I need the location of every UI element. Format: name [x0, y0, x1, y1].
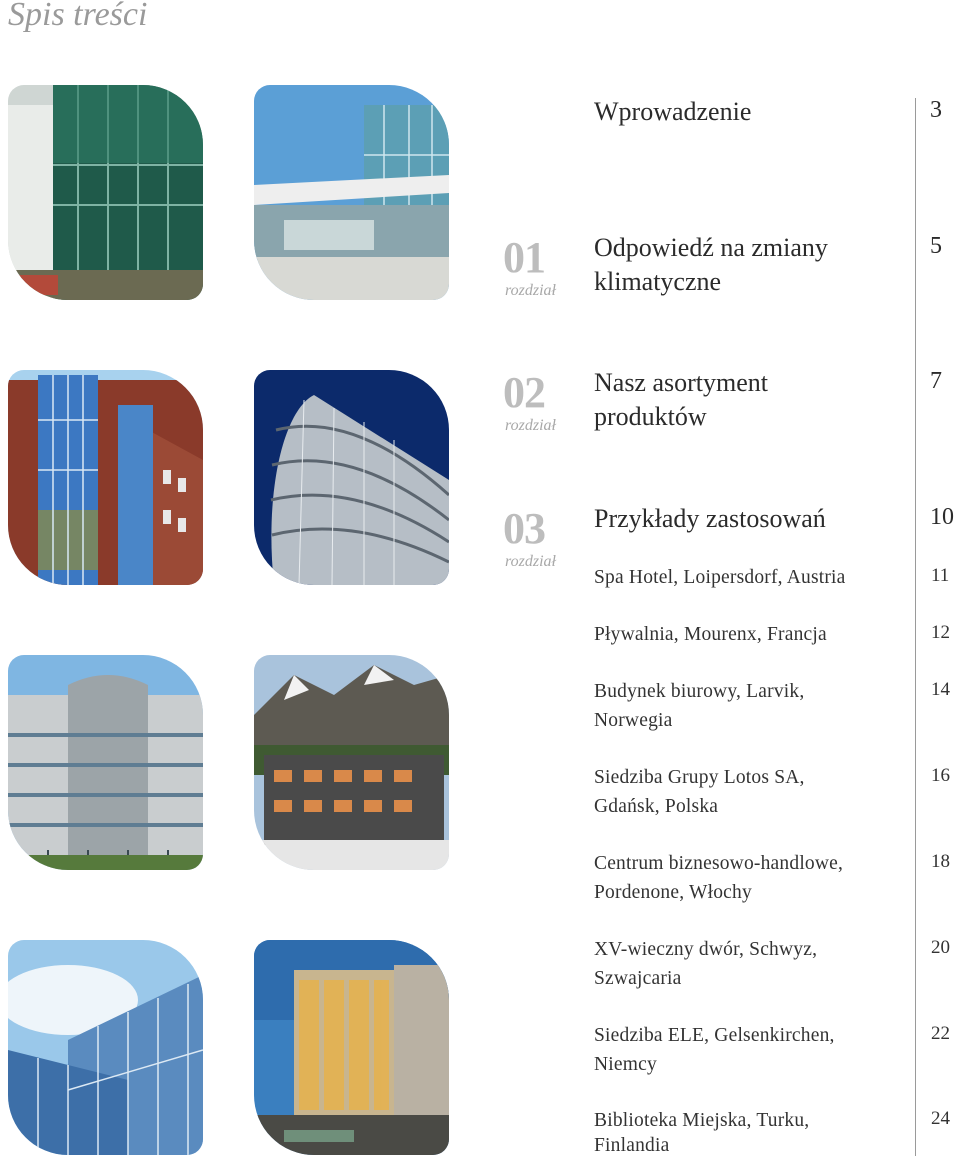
toc-subitem-line1[interactable]: Centrum biznesowo-handlowe,	[594, 853, 844, 874]
toc-subitem-line1[interactable]: Spa Hotel, Loipersdorf, Austria	[594, 567, 846, 588]
toc-chapter-title-line1[interactable]: Przykłady zastosowań	[594, 504, 826, 533]
toc-subitem-page: 22	[931, 1023, 950, 1044]
toc-subitem-line1[interactable]: XV-wieczny dwór, Schwyz,	[594, 939, 818, 960]
toc-intro-title[interactable]: Wprowadzenie	[594, 97, 752, 126]
toc-subitem-page: 11	[931, 565, 950, 586]
toc-subitem-line1[interactable]: Pływalnia, Mourenx, Francja	[594, 624, 827, 645]
photo-mountain-building	[254, 655, 449, 870]
toc-subitem-line2[interactable]: Norwegia	[594, 710, 673, 731]
toc-subitem-page: 12	[931, 622, 950, 643]
toc-subitem-line1[interactable]: Budynek biurowy, Larvik,	[594, 681, 805, 702]
photo-brick-office-glass	[8, 370, 203, 585]
toc-subitem-line2[interactable]: Szwajcaria	[594, 968, 682, 989]
toc-subitem-line2[interactable]: Niemcy	[594, 1054, 657, 1075]
toc-chapter-title-line1[interactable]: Odpowiedź na zmiany	[594, 233, 828, 262]
chapter-label: rozdział	[505, 282, 556, 299]
photo-green-glass-facade	[8, 85, 203, 300]
toc-subitem-line1[interactable]: Biblioteka Miejska, Turku,	[594, 1110, 810, 1131]
page-title: Spis treści	[8, 0, 148, 33]
chapter-label: rozdział	[505, 417, 556, 434]
toc-subitem-page: 18	[931, 851, 950, 872]
toc-subitem-line2[interactable]: Finlandia	[594, 1135, 670, 1156]
toc-subitem-line1[interactable]: Siedziba ELE, Gelsenkirchen,	[594, 1025, 835, 1046]
chapter-number: 02	[503, 368, 545, 417]
toc-subitem-page: 24	[931, 1108, 950, 1129]
photo-library-glass-front	[254, 940, 449, 1155]
toc-subitem-page: 20	[931, 937, 950, 958]
chapter-number: 01	[503, 233, 545, 282]
toc-subitem-line1[interactable]: Siedziba Grupy Lotos SA,	[594, 767, 805, 788]
toc-intro-page: 3	[930, 97, 942, 123]
chapter-label: rozdział	[505, 553, 556, 570]
toc-subitem-page: 14	[931, 679, 950, 700]
toc-chapter-title-line1[interactable]: Nasz asortyment	[594, 368, 769, 397]
photo-curved-facade-night	[254, 370, 449, 585]
toc-chapter-page: 5	[930, 233, 942, 259]
toc-divider-line	[915, 98, 916, 1156]
toc-subitem-line2[interactable]: Gdańsk, Polska	[594, 796, 719, 817]
toc-chapter-page: 7	[930, 368, 942, 394]
chapter-number: 03	[503, 504, 545, 553]
toc-chapter-page: 10	[930, 504, 954, 530]
photo-spa-hotel-entrance	[254, 85, 449, 300]
toc-subitem-page: 16	[931, 765, 950, 786]
photo-glass-corridor	[8, 940, 203, 1155]
photo-round-tower-building	[8, 655, 203, 870]
toc-chapter-title-line2[interactable]: klimatyczne	[594, 267, 722, 296]
toc-subitem-line2[interactable]: Pordenone, Włochy	[594, 882, 752, 903]
toc-chapter-title-line2[interactable]: produktów	[594, 402, 707, 431]
